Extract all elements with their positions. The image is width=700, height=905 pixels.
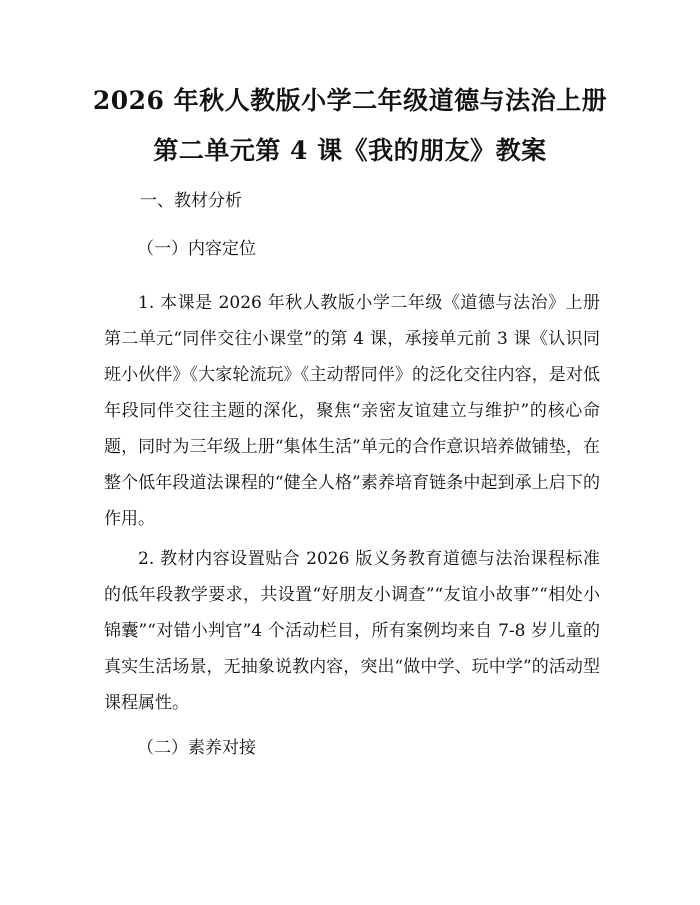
document-title-line-1: 2026 年秋人教版小学二年级道德与法治上册 bbox=[92, 86, 608, 115]
subsection-heading-competency-alignment: （二）素养对接 bbox=[137, 738, 256, 758]
document-title-line-2: 第二单元第 4 课《我的朋友》教案 bbox=[153, 136, 547, 165]
section-heading-textbook-analysis: 一、教材分析 bbox=[140, 191, 242, 211]
paragraph-1: 1. 本课是 2026 年秋人教版小学二年级《道德与法治》上册第二单元“同伴交往小课堂”的第 4 课，承接单元前 3 课《认识同班小伙伴》《大家轮流玩》《主动帮同伴》的泛化交往内容，是对低年段同伴交往主题的深化，聚焦“亲密友谊建立与维护”的核心命题，同时为三年级上册“集体生活”单元的合作意识培养做铺垫，在整个低年段道法课程的“健全人格”素养培育链条中起到承上启下的作用。 bbox=[104, 293, 600, 529]
paragraph-2: 2. 教材内容设置贴合 2026 版义务教育道德与法治课程标准的低年段教学要求，共设置“好朋友小调查”“友谊小故事”“相处小锦囊”“对错小判官”4 个活动栏目，所有案例均来自 7-8 岁儿童的真实生活场景，无抽象说教内容，突出“做中学、玩中学”的活动型课程属性。 bbox=[104, 549, 600, 713]
subsection-heading-content-positioning: （一）内容定位 bbox=[137, 239, 256, 259]
